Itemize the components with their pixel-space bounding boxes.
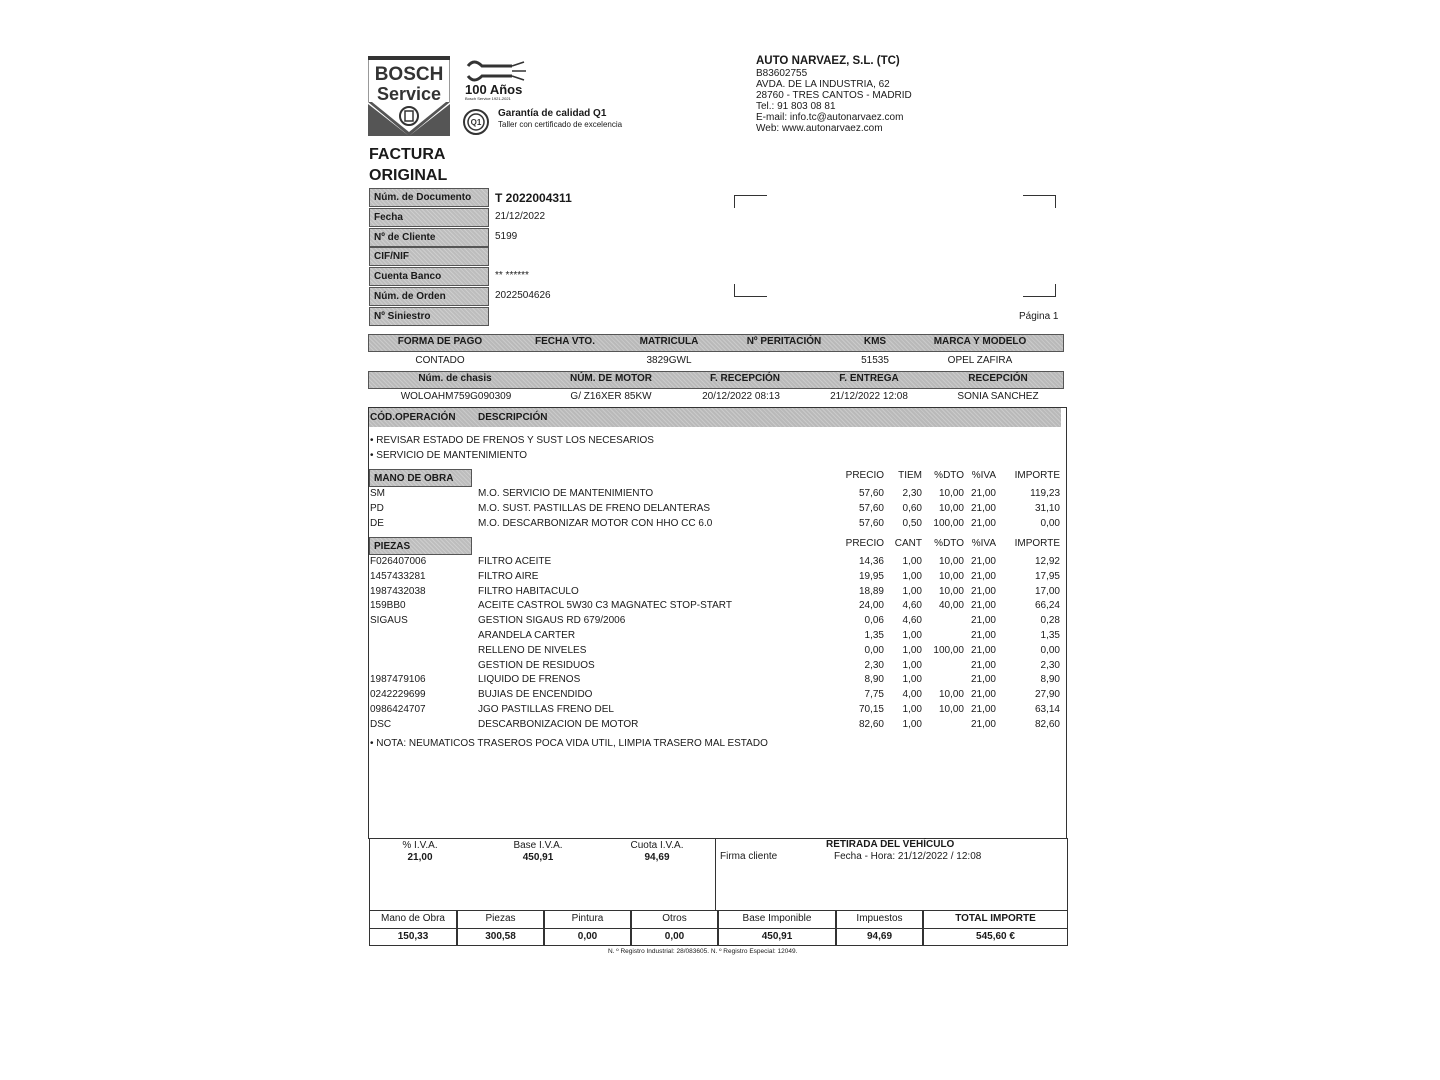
vat-quota-value: 94,69 xyxy=(644,852,670,863)
page-number: Página 1 xyxy=(1019,311,1059,322)
item-number: 57,60 xyxy=(858,502,884,514)
item-number: 21,00 xyxy=(970,488,996,499)
item-number: 40,00 xyxy=(938,600,964,612)
item-number: 70,15 xyxy=(858,704,884,715)
item-number: 21,00 xyxy=(970,502,996,514)
totals-header: Impuestos xyxy=(856,913,903,924)
item-number: 18,89 xyxy=(858,585,884,597)
item-number: 7,75 xyxy=(864,689,884,701)
row2-v3: 21/12/2022 12:08 xyxy=(830,391,908,402)
totals-value: 545,60 € xyxy=(976,931,1015,942)
row2-h0: Núm. de chasis xyxy=(418,373,492,384)
item-code: 1987432038 xyxy=(370,585,426,597)
item-code: SM xyxy=(370,488,385,499)
item-number: 0,00 xyxy=(1040,644,1060,656)
doc-field-label: Cuenta Banco xyxy=(369,267,489,286)
labor-col-header: %DTO xyxy=(934,470,964,481)
item-number: 1,00 xyxy=(902,630,922,641)
item-number: 0,28 xyxy=(1040,615,1060,627)
pickup-title: RETIRADA DEL VEHÍCULO xyxy=(826,839,955,850)
item-code: DSC xyxy=(370,718,392,730)
item-number: 1,00 xyxy=(902,704,922,715)
item-code: 1457433281 xyxy=(370,570,426,582)
item-number: 0,50 xyxy=(902,517,922,529)
item-description: ACEITE CASTROL 5W30 C3 MAGNATEC STOP-START xyxy=(478,600,732,612)
parts-col-header: %DTO xyxy=(934,538,964,549)
item-description: FILTRO AIRE xyxy=(478,570,539,582)
labor-col-header: TIEM xyxy=(898,470,922,481)
totals-cell xyxy=(718,910,836,946)
item-number: 17,95 xyxy=(1034,570,1060,582)
row1-h4: KMS xyxy=(863,336,887,347)
totals-divider xyxy=(370,928,456,929)
item-code: DE xyxy=(370,517,384,529)
totals-value: 150,33 xyxy=(397,931,429,942)
row1-v2: 3829GWL xyxy=(646,355,692,366)
totals-cell xyxy=(369,910,457,946)
item-description: JGO PASTILLAS FRENO DEL xyxy=(478,704,614,715)
note: • NOTA: NEUMATICOS TRASEROS POCA VIDA UTIL, LIMPIA TRASERO MAL ESTADO xyxy=(370,738,768,749)
item-code: F026407006 xyxy=(370,556,427,567)
ops-desc-header: DESCRIPCIÓN xyxy=(478,412,548,423)
totals-header: TOTAL IMPORTE xyxy=(955,913,1036,924)
totals-cell xyxy=(544,910,631,946)
doc-field-value: 5199 xyxy=(495,230,518,242)
item-number: 2,30 xyxy=(864,659,884,671)
doc-field-label: Nº de Cliente xyxy=(369,228,489,247)
doc-field-value: ** ****** xyxy=(495,270,529,282)
item-description: FILTRO ACEITE xyxy=(478,556,552,567)
row1-v4: 51535 xyxy=(861,355,889,366)
item-number: 82,60 xyxy=(858,718,884,730)
row1-h1: FECHA VTO. xyxy=(534,336,595,347)
doc-field-label: Núm. de Orden xyxy=(369,287,489,306)
wrench-icon xyxy=(464,58,528,84)
totals-divider xyxy=(837,928,922,929)
q1-sub: Taller con certificado de excelencia xyxy=(498,120,623,129)
item-number: 0,60 xyxy=(902,502,922,514)
parts-col-header: %IVA xyxy=(971,538,996,549)
totals-divider xyxy=(924,928,1067,929)
item-number: 10,00 xyxy=(938,689,964,701)
item-number: 21,00 xyxy=(970,659,996,671)
row2-h4: RECEPCIÓN xyxy=(968,373,1028,384)
totals-cell xyxy=(457,910,544,946)
company-email: E-mail: info.tc@autonarvaez.com xyxy=(756,112,904,123)
item-description: RELLENO DE NIVELES xyxy=(478,644,587,656)
invoice-title-2: ORIGINAL xyxy=(369,167,448,184)
labor-col-header: IMPORTE xyxy=(1014,470,1060,481)
item-number: 21,00 xyxy=(970,585,996,597)
item-number: 21,00 xyxy=(970,517,996,529)
vat-pct-header: % I.V.A. xyxy=(402,840,438,851)
item-number: 19,95 xyxy=(858,570,884,582)
item-description: M.O. DESCARBONIZAR MOTOR CON HHO CC 6.0 xyxy=(478,517,713,529)
row1-h3: Nº PERITACIÓN xyxy=(746,336,822,347)
company-city: 28760 - TRES CANTOS - MADRID xyxy=(756,90,912,101)
row2-v1: G/ Z16XER 85KW xyxy=(570,391,652,402)
item-description: DESCARBONIZACION DE MOTOR xyxy=(478,718,639,730)
svg-text:Q1: Q1 xyxy=(470,118,482,127)
totals-value: 300,58 xyxy=(485,931,516,942)
item-number: 31,10 xyxy=(1034,502,1060,514)
item-code: SIGAUS xyxy=(370,615,408,627)
item-number: 24,00 xyxy=(858,600,884,612)
company-web: Web: www.autonarvaez.com xyxy=(756,123,883,134)
row2-h2: F. RECEPCIÓN xyxy=(709,373,780,384)
item-description: GESTION DE RESIDUOS xyxy=(478,659,595,671)
totals-header: Base Imponible xyxy=(742,913,812,924)
item-number: 14,36 xyxy=(858,556,884,567)
item-number: 21,00 xyxy=(970,556,996,567)
row2-h1: NÚM. DE MOTOR xyxy=(569,373,653,384)
item-number: 0,00 xyxy=(1040,517,1060,529)
item-number: 57,60 xyxy=(858,517,884,529)
doc-field-value: T 2022004311 xyxy=(495,191,572,205)
item-number: 10,00 xyxy=(938,704,964,715)
labor-title: MANO DE OBRA xyxy=(369,469,472,487)
item-number: 1,35 xyxy=(864,630,884,641)
doc-field-label: Nº Siniestro xyxy=(369,307,489,326)
item-number: 10,00 xyxy=(938,556,964,567)
company-tel: Tel.: 91 803 08 81 xyxy=(756,101,836,112)
item-number: 1,00 xyxy=(902,570,922,582)
row2-v2: 20/12/2022 08:13 xyxy=(702,391,780,402)
item-number: 21,00 xyxy=(970,689,996,701)
item-number: 8,90 xyxy=(1040,674,1060,686)
labor-col-header: PRECIO xyxy=(845,470,884,481)
item-description: GESTION SIGAUS RD 679/2006 xyxy=(478,615,626,627)
item-number: 0,06 xyxy=(864,615,884,627)
totals-divider xyxy=(545,928,630,929)
item-number: 1,00 xyxy=(902,674,922,686)
totals-cell xyxy=(923,910,1068,946)
parts-col-header: CANT xyxy=(894,538,922,549)
item-number: 1,00 xyxy=(902,718,922,730)
item-number: 57,60 xyxy=(858,488,884,499)
totals-divider xyxy=(632,928,717,929)
item-number: 27,90 xyxy=(1034,689,1060,701)
registry-footer: N. º Registro Industrial: 28/083605. N. º Registro Especial: 12049. xyxy=(608,948,798,955)
item-number: 66,24 xyxy=(1034,600,1060,612)
item-number: 21,00 xyxy=(970,674,996,686)
vat-quota-header: Cuota I.V.A. xyxy=(630,840,684,851)
address-window xyxy=(734,195,1056,297)
vat-base-value: 450,91 xyxy=(522,852,554,863)
totals-header: Piezas xyxy=(485,913,516,924)
totals-table xyxy=(369,910,1068,946)
item-number: 0,00 xyxy=(864,644,884,656)
item-description: LIQUIDO DE FRENOS xyxy=(478,674,581,686)
item-number: 17,00 xyxy=(1034,585,1060,597)
doc-field-value: 21/12/2022 xyxy=(495,210,546,222)
company-name: AUTO NARVAEZ, S.L. (TC) xyxy=(756,55,900,67)
labor-col-header: %IVA xyxy=(971,470,996,481)
item-code: 1987479106 xyxy=(370,674,426,686)
ops-code-header: CÓD.OPERACIÓN xyxy=(370,412,456,423)
vat-base-header: Base I.V.A. xyxy=(513,840,563,851)
pickup-sign: Firma cliente xyxy=(720,851,778,862)
operation-1: • REVISAR ESTADO DE FRENOS Y SUST LOS NECESARIOS xyxy=(370,435,654,446)
item-number: 21,00 xyxy=(970,615,996,627)
item-number: 100,00 xyxy=(933,644,964,656)
item-code: PD xyxy=(370,502,384,514)
item-number: 1,00 xyxy=(902,659,922,671)
item-number: 10,00 xyxy=(938,488,964,499)
item-number: 21,00 xyxy=(970,718,996,730)
totals-divider xyxy=(719,928,835,929)
parts-col-header: PRECIO xyxy=(845,538,884,549)
totals-value: 94,69 xyxy=(866,931,893,942)
q1-title: Garantía de calidad Q1 xyxy=(498,108,607,119)
doc-field-label: Fecha xyxy=(369,208,489,227)
q1-icon xyxy=(463,109,489,135)
bosch-logo xyxy=(368,56,450,136)
totals-header: Pintura xyxy=(571,913,604,924)
item-code: 0242229699 xyxy=(370,689,426,701)
item-number: 4,60 xyxy=(902,600,922,612)
vat-box xyxy=(369,838,1068,911)
item-description: BUJIAS DE ENCENDIDO xyxy=(478,689,593,701)
logo-line2: Service xyxy=(376,84,442,104)
invoice-title-1: FACTURA xyxy=(369,146,446,163)
totals-header: Otros xyxy=(662,913,687,924)
row1-h0: FORMA DE PAGO xyxy=(397,336,483,347)
item-number: 1,35 xyxy=(1040,630,1060,641)
item-number: 1,00 xyxy=(902,585,922,597)
company-block xyxy=(756,54,912,134)
totals-divider xyxy=(458,928,543,929)
item-number: 63,14 xyxy=(1034,704,1060,715)
item-number: 10,00 xyxy=(938,502,964,514)
logo-line1: BOSCH xyxy=(374,64,444,85)
company-address: AVDA. DE LA INDUSTRIA, 62 xyxy=(756,79,890,90)
totals-header: Mano de Obra xyxy=(381,913,445,924)
item-number: 21,00 xyxy=(970,570,996,582)
item-code: 0986424707 xyxy=(370,704,426,715)
row2-v0: WOLOAHM759G090309 xyxy=(400,391,512,402)
item-number: 1,00 xyxy=(902,644,922,656)
item-description: ARANDELA CARTER xyxy=(478,630,576,641)
item-description: M.O. SUST. PASTILLAS DE FRENO DELANTERAS xyxy=(478,502,711,514)
item-number: 119,23 xyxy=(1030,488,1060,499)
row1-h2: MATRICULA xyxy=(639,336,699,347)
item-number: 1,00 xyxy=(902,556,922,567)
item-number: 10,00 xyxy=(938,570,964,582)
doc-field-label: CIF/NIF xyxy=(369,247,489,266)
doc-field-label: Núm. de Documento xyxy=(369,188,489,207)
vat-pct-value: 21,00 xyxy=(407,852,433,863)
operation-2: • SERVICIO DE MANTENIMIENTO xyxy=(370,450,528,461)
badge-sub: Bosch Service 1921-2021 xyxy=(465,96,511,101)
item-number: 21,00 xyxy=(970,644,996,656)
row1-v0: CONTADO xyxy=(415,355,465,366)
totals-value: 450,91 xyxy=(761,931,793,942)
item-number: 2,30 xyxy=(1040,659,1060,671)
item-number: 4,00 xyxy=(902,689,922,701)
company-cif: B83602755 xyxy=(756,68,808,79)
item-number: 2,30 xyxy=(902,488,922,499)
item-description: FILTRO HABITACULO xyxy=(478,585,579,597)
parts-title: PIEZAS xyxy=(369,537,472,555)
item-number: 10,00 xyxy=(938,585,964,597)
item-code: 159BB0 xyxy=(370,600,406,612)
item-number: 21,00 xyxy=(970,630,996,641)
item-number: 21,00 xyxy=(970,600,996,612)
parts-col-header: IMPORTE xyxy=(1014,538,1060,549)
pickup-datetime: Fecha - Hora: 21/12/2022 / 12:08 xyxy=(834,851,982,862)
item-number: 82,60 xyxy=(1034,718,1060,730)
row1-h5: MARCA Y MODELO xyxy=(933,336,1027,347)
ops-header-bar xyxy=(369,408,1061,427)
totals-value: 0,00 xyxy=(664,931,685,942)
item-number: 100,00 xyxy=(933,517,964,529)
doc-field-value: 2022504626 xyxy=(495,290,551,301)
item-number: 8,90 xyxy=(864,674,884,686)
item-description: M.O. SERVICIO DE MANTENIMIENTO xyxy=(478,488,654,499)
item-number: 12,92 xyxy=(1034,556,1060,567)
item-number: 4,60 xyxy=(902,615,922,627)
row1-v5: OPEL ZAFIRA xyxy=(947,355,1013,366)
badge-years: 100 Años xyxy=(465,82,523,97)
row2-v4: SONIA SANCHEZ xyxy=(957,391,1039,402)
vat-divider xyxy=(715,838,716,911)
totals-cell xyxy=(631,910,718,946)
totals-cell xyxy=(836,910,923,946)
item-number: 21,00 xyxy=(970,704,996,715)
totals-value: 0,00 xyxy=(577,931,598,942)
row2-h3: F. ENTREGA xyxy=(839,373,899,384)
